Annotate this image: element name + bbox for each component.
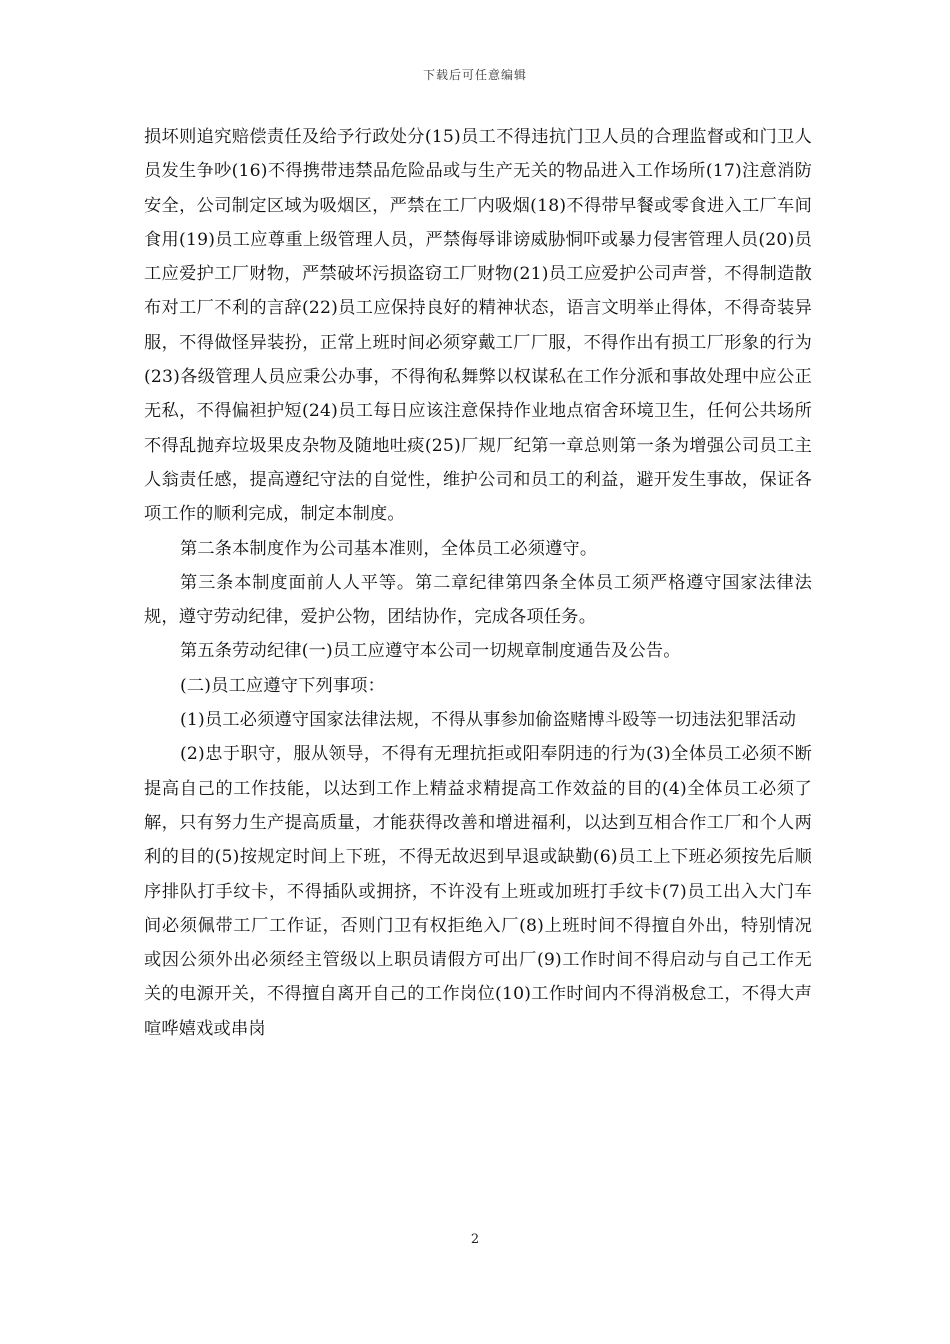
- paragraph-section-2: (二)员工应遵守下列事项：: [180, 675, 386, 696]
- download-note: 下载后可任意编辑: [422, 68, 527, 82]
- paragraph-article-2: 第二条本制度作为公司基本准则，全体员工必须遵守。: [180, 538, 598, 559]
- paragraph-item-1: (1)员工必须遵守国家法律法规，不得从事参加偷盗赌博斗殴等一切违法犯罪活动: [180, 710, 797, 731]
- document-body: [144, 120, 812, 1046]
- paragraph-article-3: 第三条本制度面前人人平等。第二章纪律第四条全体员工须严格遵守国家法律法规，遵守劳动纪律，爱护公物，团结协作，完成各项任务。: [144, 572, 812, 628]
- paragraph-items-2-10: (2)忠于职守，服从领导，不得有无理抗拒或阳奉阴违的行为(3)全体员工必须不断提高自己的工作技能，以达到工作上精益求精提高工作效益的目的(4)全体员工必须了解，只有努力生产提高质量，才能获得改善和增进福利，以达到互相合作工厂和个人两利的目的(5)按规定时间上下班，不得无故迟到早退或缺勤(6)员工上下班必须按先后顺序排队打手纹卡，不得插队或拥挤，不许没有上班或加班打手纹卡(7)员工出入大门车间必须佩带工厂工作证，否则门卫有权拒绝入厂(8)上班时间不得擅自外出，特别情况或因公须外出必须经主管级以上职员请假方可出厂(9)工作时间不得启动与自己工作无关的电源开关，不得擅自离开自己的工作岗位(10)工作时间内不得消极怠工，不得大声喧哗嬉戏或串岗: [144, 744, 812, 1039]
- paragraph-rules-continued: 损坏则追究赔偿责任及给予行政处分(15)员工不得违抗门卫人员的合理监督或和门卫人员发生争吵(16)不得携带违禁品危险品或与生产无关的物品进入工作场所(17)注意消防安全，公司制定区域为吸烟区，严禁在工厂内吸烟(18)不得带早餐或零食进入工厂车间食用(19)员工应尊重上级管理人员，严禁侮辱诽谤威胁恫吓或暴力侵害管理人员(20)员工应爱护工厂财物，严禁破坏污损盗窃工厂财物(21)员工应爱护公司声誉，不得制造散布对工厂不利的言辞(22)员工应保持良好的精神状态，语言文明举止得体，不得奇装异服，不得做怪异装扮，正常上班时间必须穿戴工厂厂服，不得作出有损工厂形象的行为(23)各级管理人员应秉公办事，不得徇私舞弊以权谋私在工作分派和事故处理中应公正无私，不得偏袒护短(24)员工每日应该注意保持作业地点宿舍环境卫生，任何公共场所不得乱抛弃垃圾果皮杂物及随地吐痰(25)厂规厂纪第一章总则第一条为增强公司员工主人翁责任感，提高遵纪守法的自觉性，维护公司和员工的利益，避开发生事故，保证各项工作的顺利完成，制定本制度。: [144, 127, 812, 525]
- paragraph-article-5: 第五条劳动纪律(一)员工应遵守本公司一切规章制度通告及公告。: [180, 641, 681, 662]
- page-number: 2: [470, 1232, 480, 1247]
